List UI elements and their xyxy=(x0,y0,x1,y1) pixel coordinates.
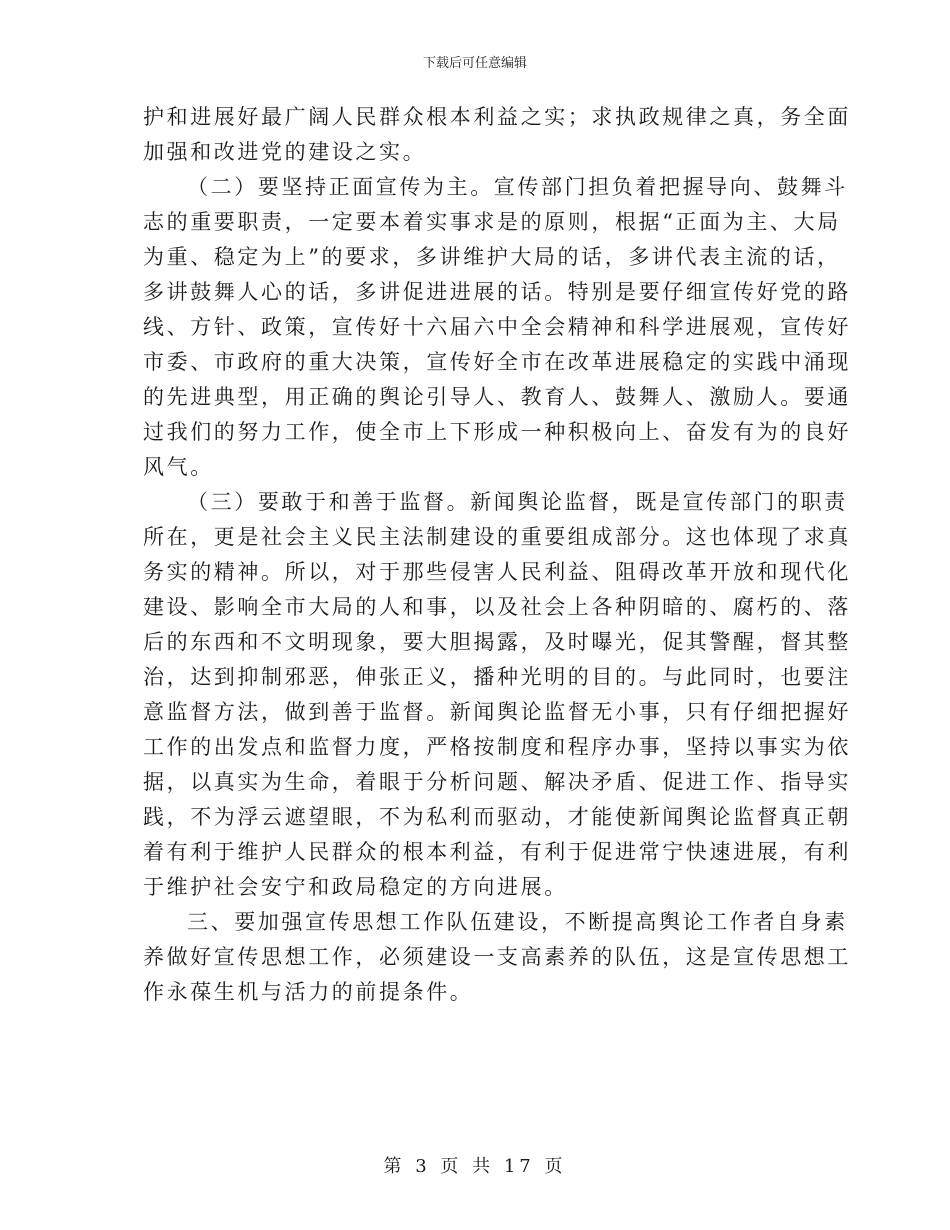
paragraph-line: 风气。 xyxy=(143,455,214,479)
paragraph-line: 作永葆生机与活力的前提条件。 xyxy=(143,980,474,1004)
paragraph-line: 过我们的努力工作，使全市上下形成一种积极向上、奋发有为的良好 xyxy=(143,420,851,444)
paragraph-line: 着有利于维护人民群众的根本利益，有利于促进常宁快速进展，有利 xyxy=(143,840,851,864)
paragraph-line: 务实的精神。所以，对于那些侵害人民利益、阻碍改革开放和现代化 xyxy=(143,560,851,584)
paragraph-line: 意监督方法，做到善于监督。新闻舆论监督无小事，只有仔细把握好 xyxy=(143,700,851,724)
paragraph-line: （三）要敢于和善于监督。新闻舆论监督，既是宣传部门的职责 xyxy=(187,490,848,514)
page-number-footer: 第 3 页 共 17 页 xyxy=(383,1156,567,1177)
paragraph-line: 志的重要职责，一定要本着实事求是的原则，根据“正面为主、大局 xyxy=(143,210,841,234)
paragraph-line: （二）要坚持正面宣传为主。宣传部门担负着把握导向、鼓舞斗 xyxy=(187,175,848,199)
paragraph-line: 加强和改进党的建设之实。 xyxy=(143,140,427,164)
paragraph-line: 于维护社会安宁和政局稳定的方向进展。 xyxy=(143,875,568,899)
paragraph-line: 建设、影响全市大局的人和事，以及社会上各种阴暗的、腐朽的、落 xyxy=(143,595,851,619)
paragraph-line: 治，达到抑制邪恶，伸张正义，播种光明的目的。与此同时，也要注 xyxy=(143,665,851,689)
paragraph-line: 据，以真实为生命，着眼于分析问题、解决矛盾、促进工作、指导实 xyxy=(143,770,851,794)
paragraph-line: 线、方针、政策，宣传好十六届六中全会精神和科学进展观，宣传好 xyxy=(143,315,851,339)
paragraph-line: 养做好宣传思想工作，必须建设一支高素养的队伍，这是宣传思想工 xyxy=(143,945,851,969)
paragraph-line: 后的东西和不文明现象，要大胆揭露，及时曝光，促其警醒，督其整 xyxy=(143,630,851,654)
paragraph-line: 护和进展好最广阔人民群众根本利益之实；求执政规律之真，务全面 xyxy=(143,105,851,129)
paragraph-line: 工作的出发点和监督力度，严格按制度和程序办事，坚持以事实为依 xyxy=(143,735,851,759)
paragraph-line: 为重、稳定为上”的要求，多讲维护大局的话，多讲代表主流的话， xyxy=(143,245,841,269)
body-text xyxy=(143,100,851,1010)
paragraph-line: 践，不为浮云遮望眼，不为私利而驱动，才能使新闻舆论监督真正朝 xyxy=(143,805,851,829)
paragraph-line: 三、要加强宣传思想工作队伍建设，不断提高舆论工作者自身素 xyxy=(187,910,848,934)
header-note: 下载后可任意编辑 xyxy=(422,56,527,71)
paragraph-line: 市委、市政府的重大决策，宣传好全市在改革进展稳定的实践中涌现 xyxy=(143,350,851,374)
paragraph-line: 所在，更是社会主义民主法制建设的重要组成部分。这也体现了求真 xyxy=(143,525,851,549)
paragraph-line: 的先进典型，用正确的舆论引导人、教育人、鼓舞人、激励人。要通 xyxy=(143,385,851,409)
paragraph-line: 多讲鼓舞人心的话，多讲促进进展的话。特别是要仔细宣传好党的路 xyxy=(143,280,851,304)
